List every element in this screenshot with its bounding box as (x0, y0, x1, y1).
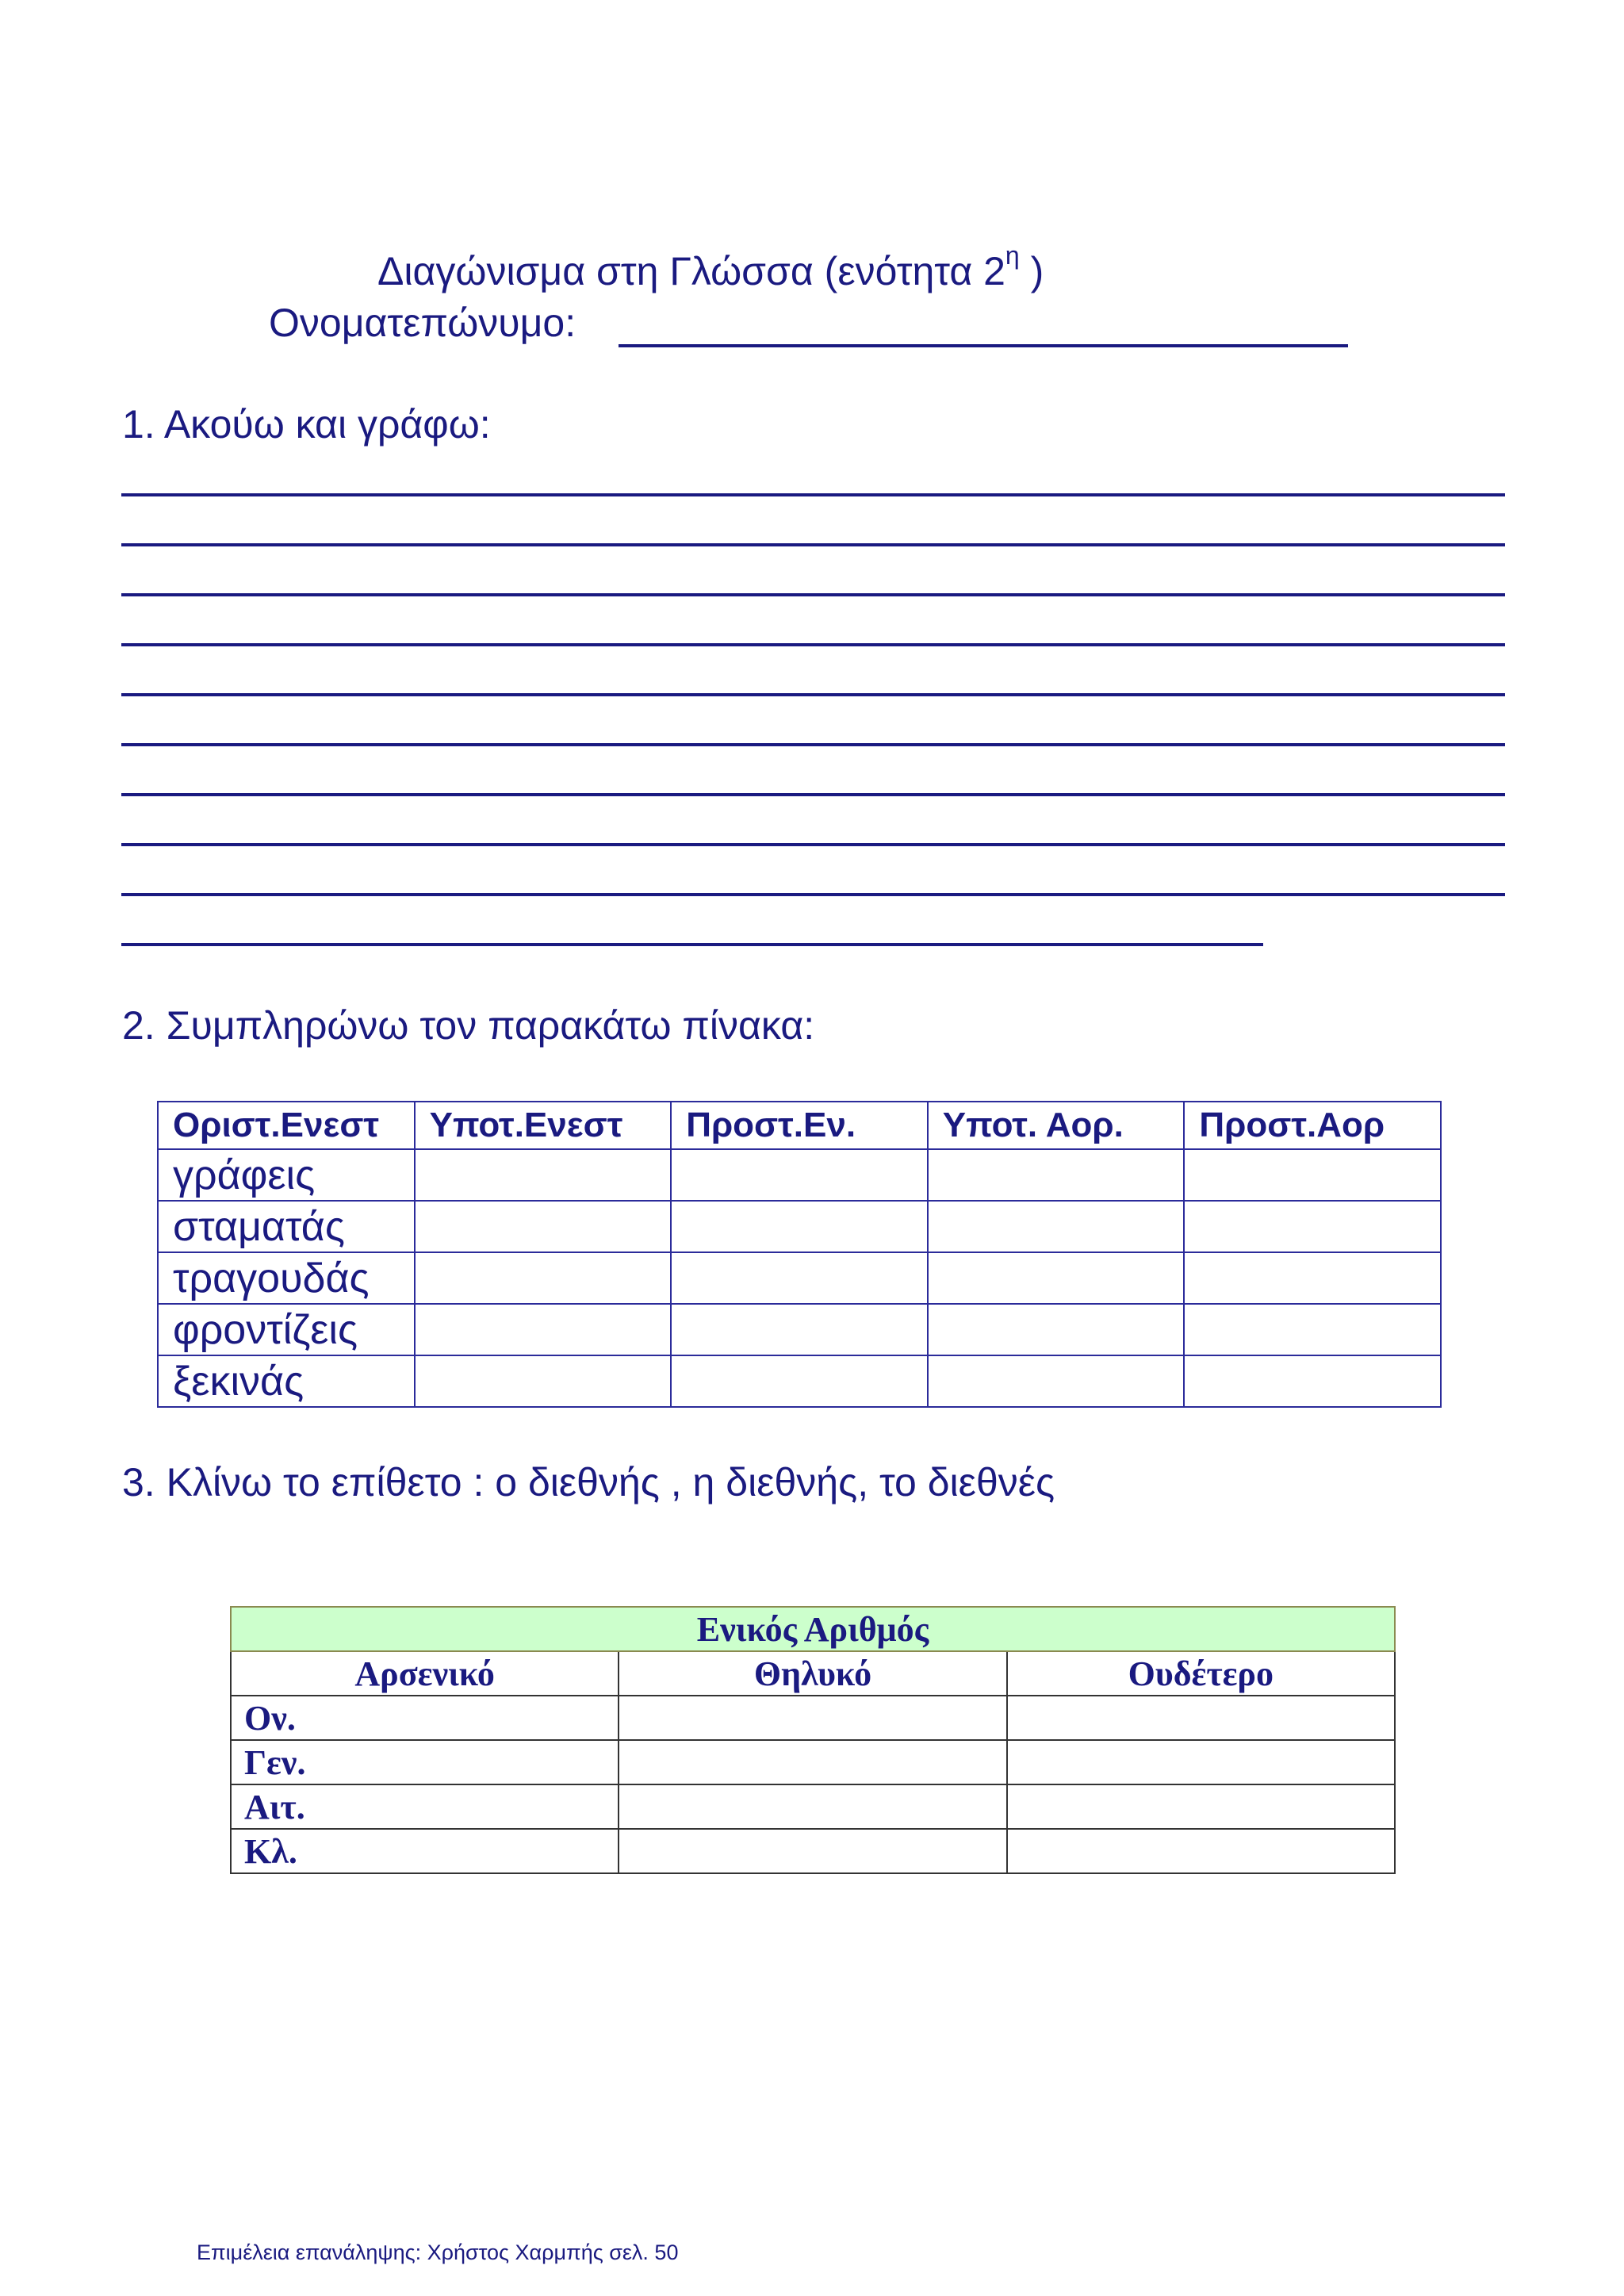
table-row (158, 1355, 1441, 1407)
verb-column-header: Υποτ. Αορ. (928, 1102, 1185, 1149)
verb-row-label: φροντίζεις (158, 1304, 415, 1355)
answer-cell[interactable] (415, 1252, 672, 1304)
answer-cell[interactable] (415, 1355, 672, 1407)
verb-table-header-row (158, 1102, 1441, 1149)
writing-line[interactable] (121, 743, 1505, 746)
answer-cell[interactable] (671, 1252, 928, 1304)
answer-cell[interactable] (415, 1149, 672, 1201)
answer-cell[interactable] (619, 1829, 1006, 1873)
case-row-label: Αιτ. (231, 1784, 619, 1829)
case-row-label: Ον. (231, 1696, 619, 1740)
answer-cell[interactable] (619, 1784, 1006, 1829)
table-row (158, 1252, 1441, 1304)
section1-heading: 1. Ακούω και γράφω: (122, 402, 491, 447)
table-row (231, 1829, 1395, 1873)
writing-line[interactable] (121, 593, 1505, 596)
section3-heading: 3. Κλίνω το επίθετο : ο διεθνής , η διεθνής, το διεθνές (122, 1460, 1055, 1504)
title-end: ) (1019, 249, 1044, 293)
answer-cell[interactable] (1007, 1829, 1395, 1873)
adjective-table (230, 1606, 1396, 1874)
table-row (158, 1149, 1441, 1201)
table-row (158, 1304, 1441, 1355)
answer-cell[interactable] (671, 1149, 928, 1201)
gender-column-header: Αρσενικό (231, 1651, 619, 1696)
answer-cell[interactable] (1184, 1304, 1441, 1355)
verb-column-header: Προστ.Αορ (1184, 1102, 1441, 1149)
answer-cell[interactable] (928, 1149, 1185, 1201)
title-text: Διαγώνισμα στη Γλώσσα (ενότητα 2 (377, 249, 1005, 293)
verb-row-label: γράφεις (158, 1149, 415, 1201)
answer-cell[interactable] (415, 1304, 672, 1355)
case-row-label: Γεν. (231, 1740, 619, 1784)
adjective-table-title-row (231, 1607, 1395, 1651)
gender-column-header: Θηλυκό (619, 1651, 1006, 1696)
verb-column-header: Υποτ.Ενεστ (415, 1102, 672, 1149)
writing-line[interactable] (121, 643, 1505, 646)
answer-cell[interactable] (671, 1304, 928, 1355)
answer-cell[interactable] (1184, 1149, 1441, 1201)
verb-row-label: τραγουδάς (158, 1252, 415, 1304)
verb-column-header: Οριστ.Ενεστ (158, 1102, 415, 1149)
name-label: Ονοματεπώνυμο: (269, 301, 576, 345)
answer-cell[interactable] (928, 1252, 1185, 1304)
verb-column-header: Προστ.Εν. (671, 1102, 928, 1149)
verb-table (157, 1101, 1442, 1408)
adjective-table-header-row (231, 1651, 1395, 1696)
name-blank-line[interactable] (619, 344, 1348, 347)
writing-line[interactable] (121, 493, 1505, 496)
answer-cell[interactable] (619, 1696, 1006, 1740)
answer-cell[interactable] (928, 1304, 1185, 1355)
answer-cell[interactable] (415, 1201, 672, 1252)
answer-cell[interactable] (1184, 1355, 1441, 1407)
answer-cell[interactable] (1184, 1201, 1441, 1252)
writing-line[interactable] (121, 843, 1505, 846)
answer-cell[interactable] (928, 1355, 1185, 1407)
writing-line[interactable] (121, 693, 1505, 696)
answer-cell[interactable] (1007, 1740, 1395, 1784)
answer-cell[interactable] (671, 1201, 928, 1252)
title-superscript: η (1005, 241, 1020, 270)
table-row (158, 1201, 1441, 1252)
table-row (231, 1740, 1395, 1784)
gender-column-header: Ουδέτερο (1007, 1651, 1395, 1696)
verb-row-label: σταματάς (158, 1201, 415, 1252)
answer-cell[interactable] (1007, 1696, 1395, 1740)
writing-line[interactable] (121, 943, 1263, 946)
section2-heading: 2. Συμπληρώνω τον παρακάτω πίνακα: (122, 1003, 815, 1048)
table-row (231, 1784, 1395, 1829)
case-row-label: Κλ. (231, 1829, 619, 1873)
answer-cell[interactable] (619, 1740, 1006, 1784)
answer-cell[interactable] (1184, 1252, 1441, 1304)
answer-cell[interactable] (928, 1201, 1185, 1252)
verb-row-label: ξεκινάς (158, 1355, 415, 1407)
footer: Επιμέλεια επανάληψης: Χρήστος Χαρμπής σελ. 50 (197, 2240, 679, 2264)
writing-line[interactable] (121, 543, 1505, 546)
writing-line[interactable] (121, 893, 1505, 896)
table-row (231, 1696, 1395, 1740)
answer-cell[interactable] (1007, 1784, 1395, 1829)
adjective-table-title: Ενικός Αριθμός (231, 1607, 1395, 1651)
answer-cell[interactable] (671, 1355, 928, 1407)
writing-line[interactable] (121, 793, 1505, 796)
page-title (377, 243, 1044, 299)
